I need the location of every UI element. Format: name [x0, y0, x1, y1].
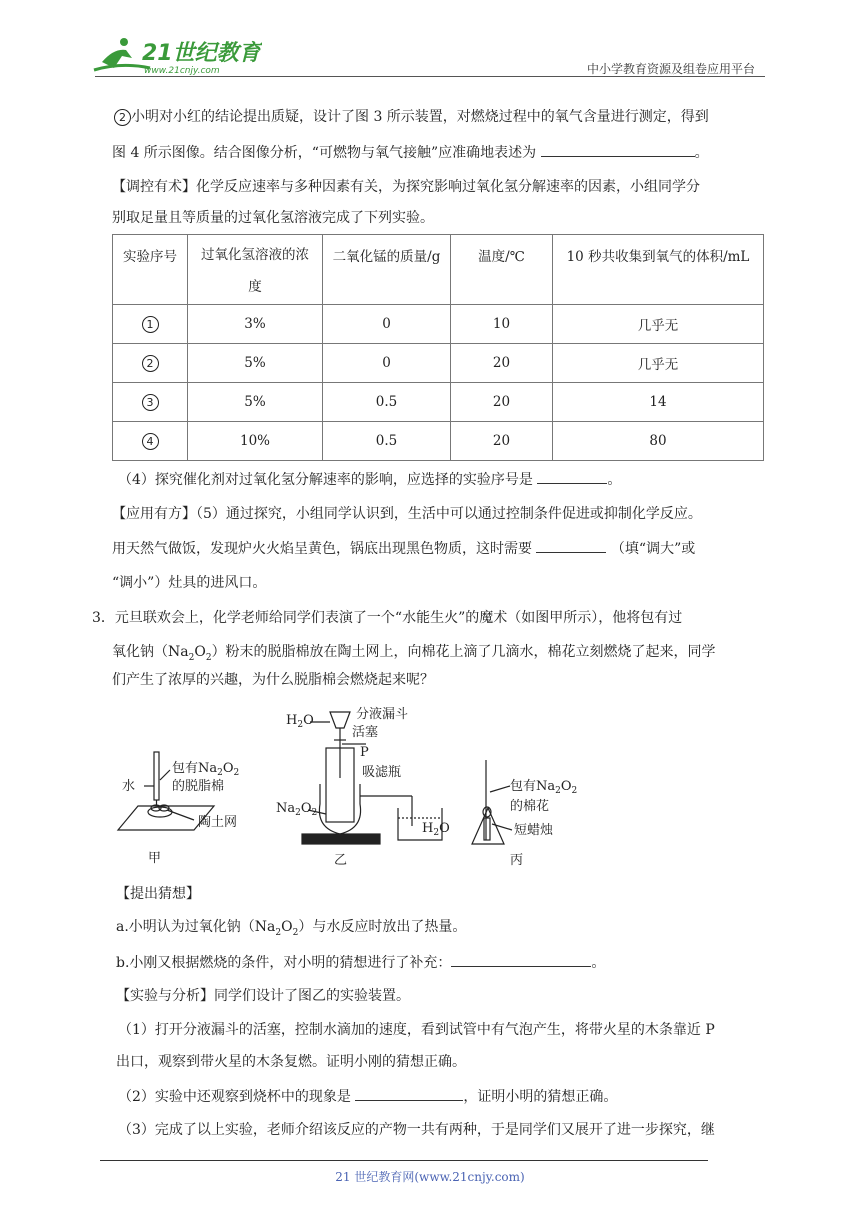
cell: 几乎无: [553, 305, 764, 344]
answer-blank-s2[interactable]: [355, 1086, 463, 1101]
experiment-table: [112, 234, 764, 461]
th-seq: 实验序号: [113, 235, 188, 305]
cell: 14: [553, 383, 764, 422]
figure-bing: [472, 760, 512, 844]
svg-text:的脱脂棉: 的脱脂棉: [172, 779, 225, 794]
apply-line1: 【应用有方】（5）通过探究，小组同学认识到，生活中可以通过控制条件促进或抑制化学反应。: [112, 506, 702, 522]
svg-text:吸滤瓶: 吸滤瓶: [362, 765, 402, 780]
th-mno2: 二氧化锰的质量/g: [323, 235, 451, 305]
analysis-s1-line1: （1）打开分液漏斗的活塞，控制水滴加的速度，看到试管中有气泡产生，将带火星的木条靠近 P: [118, 1022, 715, 1038]
guess-a: a.小明认为过氧化钠$(Na_2O_2)$与水反应时放出了热量。: [116, 919, 467, 938]
p1-line2: 图 4 所示图像。结合图像分析，“可燃物与氧气接触”应准确地表述为 。: [112, 142, 709, 163]
svg-text:乙: 乙: [334, 853, 348, 868]
table-row: [113, 305, 764, 344]
cell: 20: [451, 422, 553, 461]
analysis-title: 【实验与分析】同学们设计了图乙的实验装置。: [116, 988, 410, 1004]
table-row: [113, 383, 764, 422]
q4-line: （4）探究催化剂对过氧化氢分解速率的影响，应选择的实验序号是 。: [118, 469, 621, 490]
answer-blank-q4[interactable]: [537, 469, 607, 484]
svg-text:P: P: [360, 745, 369, 760]
table-row: [113, 344, 764, 383]
th-concentration: 过氧化氢溶液的浓 度: [188, 235, 323, 305]
cell: 0: [323, 344, 451, 383]
q3-line1: 3．元旦联欢会上，化学老师给同学们表演了一个“水能生火”的魔术（如图甲所示），他将包有过: [92, 610, 683, 626]
svg-text:陶土网: 陶土网: [198, 815, 238, 830]
cell: 20: [451, 383, 553, 422]
p2-line2: 别取足量且等质量的过氧化氢溶液完成了下列实验。: [112, 210, 434, 226]
cell: 20: [451, 344, 553, 383]
svg-text:丙: 丙: [510, 853, 524, 868]
dropper-icon: [154, 752, 159, 800]
logo: [92, 32, 262, 76]
guess-b: b.小刚又根据燃烧的条件，对小明的猜想进行了补充： 。: [116, 952, 605, 973]
svg-text:分液漏斗: 分液漏斗: [356, 707, 409, 722]
bing-wrap-label: 包有$Na_2O_2$: [510, 779, 578, 796]
th-temp: 温度/℃: [451, 235, 553, 305]
yi-h2o-top: $H_2O$: [286, 713, 314, 730]
cell: 0: [323, 305, 451, 344]
answer-blank-1[interactable]: [541, 142, 695, 157]
footer-text[interactable]: 21 世纪教育网(www.21cnjy.com): [335, 1170, 525, 1184]
apply-line2: 用天然气做饭，发现炉火火焰呈黄色，锅底出现黑色物质，这时需要 （填“调大”或: [112, 538, 695, 559]
candle-icon: [484, 818, 490, 840]
q3-line2: 氧化钠$(Na_2O_2)$粉末的脱脂棉放在陶土网上，向棉花上滴了几滴水，棉花立刻燃烧了起来，同学: [112, 644, 716, 663]
th-volume: 10 秒共收集到氧气的体积/mL: [553, 235, 764, 305]
analysis-s2: （2）实验中还观察到烧杯中的现象是 ，证明小明的猜想正确。: [118, 1086, 617, 1107]
footer-divider: [100, 1160, 708, 1161]
answer-blank-5[interactable]: [536, 538, 606, 553]
cell: 0.5: [323, 422, 451, 461]
header-right-text: 中小学教育资源及组卷应用平台: [586, 62, 755, 76]
marker-2: 2: [114, 109, 131, 126]
apparatus-figure: [112, 700, 592, 872]
svg-text:甲: 甲: [148, 851, 162, 866]
svg-text:活塞: 活塞: [352, 725, 379, 740]
cell: 3%: [188, 305, 323, 344]
analysis-s1-line2: 出口，观察到带火星的木条复燃。证明小刚的猜想正确。: [116, 1054, 466, 1070]
answer-blank-b[interactable]: [451, 952, 591, 967]
svg-text:短蜡烛: 短蜡烛: [514, 823, 554, 838]
svg-text:水: 水: [122, 779, 136, 794]
cell: 5%: [188, 344, 323, 383]
brand-main: 21世纪教育: [142, 41, 261, 66]
yi-h2o-beaker: $H_2O$: [422, 821, 450, 838]
jia-wrap-label: 包有$Na_2O_2$: [172, 761, 240, 778]
guess-title: 【提出猜想】: [116, 886, 200, 902]
table-row: [113, 422, 764, 461]
cell: 80: [553, 422, 764, 461]
brand-url: www.21cnjy.com: [144, 66, 220, 76]
q3-line3: 们产生了浓厚的兴趣，为什么脱脂棉会燃烧起来呢？: [112, 672, 434, 688]
table-header-row: [113, 235, 764, 305]
yi-na2o2: $Na_2O_2$: [276, 801, 318, 818]
p1-line1: 2 小明对小红的结论提出质疑，设计了图 3 所示装置，对燃烧过程中的氧气含量进行测定，得到: [114, 107, 709, 127]
row-marker: 1: [142, 316, 159, 333]
row-marker: 4: [142, 433, 159, 450]
cell: 10%: [188, 422, 323, 461]
cell: 几乎无: [553, 344, 764, 383]
cell: 5%: [188, 383, 323, 422]
apply-line3: “调小”）灶具的进风口。: [112, 575, 267, 591]
separatory-funnel-icon: [330, 712, 350, 728]
cell: 10: [451, 305, 553, 344]
svg-text:的棉花: 的棉花: [510, 799, 550, 814]
analysis-s3: （3）完成了以上实验，老师介绍该反应的产物一共有两种，于是同学们又展开了进一步探究，继: [118, 1122, 715, 1138]
header-divider: [95, 76, 765, 77]
row-marker: 3: [142, 394, 159, 411]
p2-line1: 【调控有术】化学反应速率与多种因素有关，为探究影响过氧化氢分解速率的因素，小组同学分: [112, 179, 700, 195]
row-marker: 2: [142, 355, 159, 372]
cell: 0.5: [323, 383, 451, 422]
